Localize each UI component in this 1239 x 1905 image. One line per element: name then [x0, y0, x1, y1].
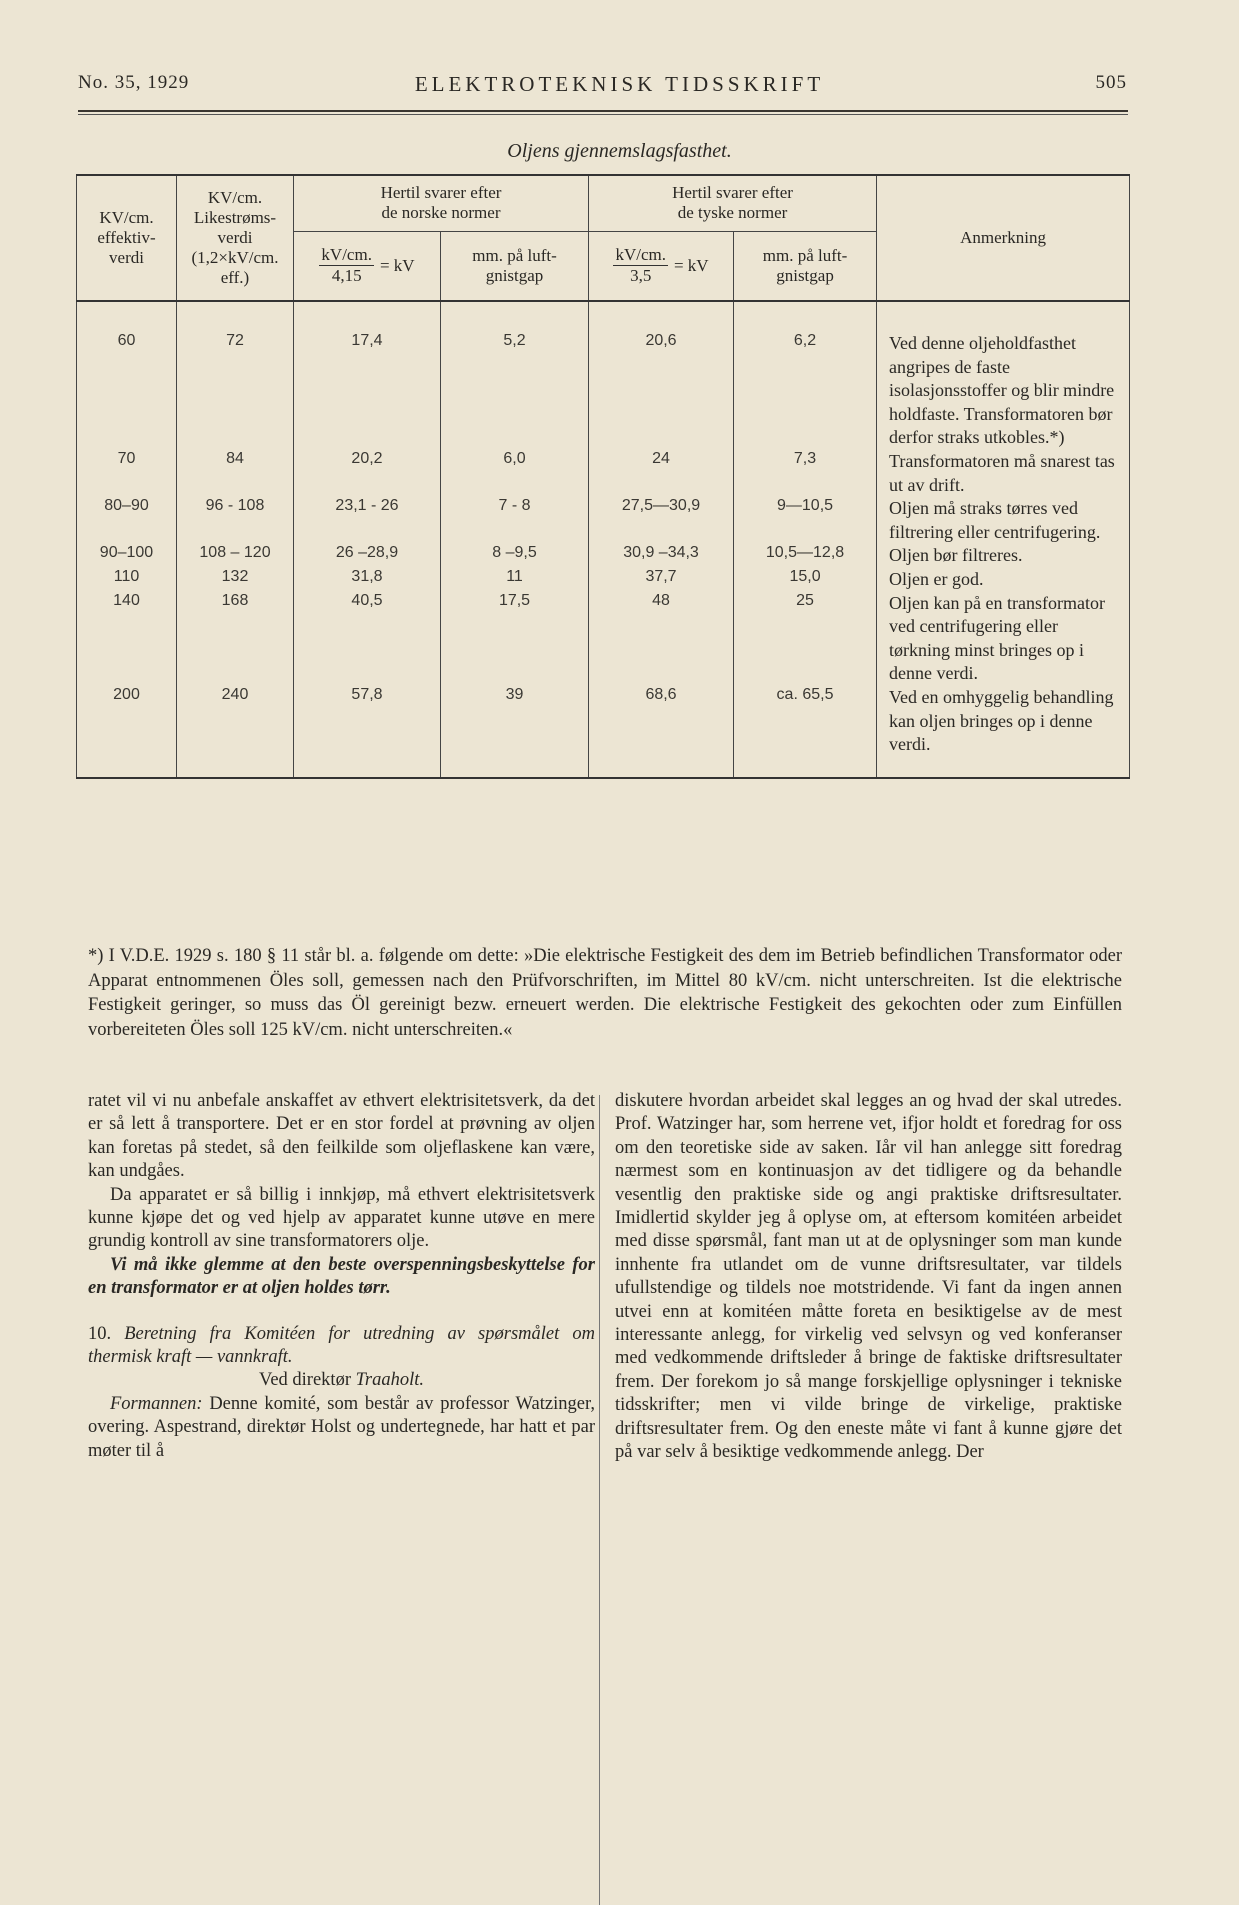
- speaker-label: Formannen:: [110, 1393, 203, 1414]
- column-divider: [599, 1095, 600, 1905]
- table-row: 140 168 40,5 17,5 48 25 Oljen kan på en transformator ved centrifugering eller tørkning minst bringes op i denne verdi.: [77, 592, 1130, 686]
- table-caption: Oljens gjennemslagsfasthet.: [507, 140, 732, 162]
- header-norwegian-mm: mm. på luft- gnistgap: [441, 231, 589, 301]
- left-column: [88, 1090, 595, 1463]
- table-row: 70 84 20,2 6,0 24 7,3 Transformatoren må snarest tas ut av drift.: [77, 450, 1130, 497]
- table-row: 90–100 108 – 120 26 –28,9 8 –9,5 30,9 –34,3 10,5—12,8 Oljen bør filtreres.: [77, 544, 1130, 568]
- byline: Ved direktør Traaholt.: [259, 1370, 424, 1391]
- header-remark: Anmerkning: [877, 175, 1130, 301]
- header-effective-value: KV/cm. effektiv- verdi: [77, 175, 177, 301]
- header-german-kv: $\frac{kV/cm.}{3,5}$ = kV: [589, 231, 734, 301]
- header-german-mm: mm. på luft- gnistgap: [734, 231, 877, 301]
- right-column: [615, 1090, 1122, 1465]
- table-row: 60 72 17,4 5,2 20,6 6,2 Ved denne oljeholdfasthet angripes de faste isolasjonsstoffer og blir mindre holdfaste. Transformatoren bør derfor straks utkobles.*): [77, 301, 1130, 450]
- table-row: 200 240 57,8 39 68,6 ca. 65,5 Ved en omhyggelig behandling kan oljen bringes op i denne verdi.: [77, 686, 1130, 778]
- footnote: *) I V.D.E. 1929 s. 180 § 11 står bl. a. følgende om dette: »Die elektrische Festigkeit des dem im Betrieb befindlichen Transformator oder Apparat entnommenen Öles soll, gemessen nach den Prüfvorschriften, im Mittel 80 kV/cm. nicht unterschreiten. Ist die elektrische Festigkeit geringer, so muss das Öl gereinigt bezw. erneuert werden. Die elektrische Festigkeit des gekochten oder zum Einfüllen vorbereiteten Öles soll 125 kV/cm. nicht unterschreiten.«: [88, 946, 1122, 1040]
- left-paragraph-2: Da apparatet er så billig i innkjøp, må ethvert elektrisitetsverk kunne kjøpe det og ved hjelp av apparatet kunne utøve en mere grundig kontroll av sine transformatorers olje.: [88, 1184, 595, 1252]
- header-german-norms: Hertil svarer efter de tyske normer: [589, 175, 877, 231]
- section-heading: [88, 1323, 595, 1370]
- left-paragraph-1: ratet vil vi nu anbefale anskaffet av ethvert elektrisitetsverk, da det er så lett å transportere. Det er en stor fordel at prøvning av oljen kan foretas på stedet, så den feilkilde som oljeflaskene kan være, kan undgåes.: [88, 1091, 595, 1182]
- section-number: 10.: [88, 1323, 112, 1344]
- table-row: 110 132 31,8 11 37,7 15,0 Oljen er god.: [77, 568, 1130, 592]
- oil-strength-table: [76, 174, 1130, 779]
- header-rule: [78, 110, 1128, 112]
- header-norwegian-kv: $\frac{kV/cm.}{4,15}$ = kV: [294, 231, 441, 301]
- page-number: 505: [1095, 72, 1127, 93]
- header-norwegian-norms: Hertil svarer efter de norske normer: [294, 175, 589, 231]
- left-paragraph-4: Formannen: Denne komité, som består av professor Watzinger, overing. Aspestrand, direktør Holst og undertegnede, har hatt et par møter til å: [88, 1393, 595, 1461]
- left-paragraph-3: Vi må ikke glemme at den beste overspenningsbeskyttelse for en transformator er at oljen holdes tørr.: [88, 1254, 595, 1299]
- right-paragraph-1: diskutere hvordan arbeidet skal legges an og hvad der skal utredes. Prof. Watzinger har, som herrene vet, ifjor holdt et foredrag for oss om den teoretiske side av saken. Iår vil han anlegge sitt foredrag nærmest som en kontinuasjon av det tidligere og da behandle vesentlig den praktiske side og angi praktiske driftsresultater. Imidlertid skylder jeg å oplyse om, at eftersom komitéen arbeidet med disse spørsmål, fant man ut at de oplysninger som man kunde innhente fra utlandet om de vunne driftsresultater, var tildels ufullstendige og tildels noe motstridende. Vi fant da ingen annen utvei enn at komitéen måtte foreta en besiktigelse av de mest interessante anlegg, for virkelig ved selvsyn og ved konferanser med vedkommende driftsleder å bringe de faktiske driftsresultater frem. Der forekom jo så mange forskjellige oplysninger i tekniske tidsskrifter; men vi vilde bringe de virkelige, praktiske driftsresultater frem. Og den eneste måte vi fant å kunne gjøre det på var selv å besiktige vedkommende anlegg. Der: [615, 1091, 1122, 1463]
- header-rule-thin: [78, 114, 1128, 115]
- table-row: 80–90 96 - 108 23,1 - 26 7 - 8 27,5—30,9 9—10,5 Oljen må straks tørres ved filtrering eller centrifugering.: [77, 497, 1130, 544]
- journal-title: ELEKTROTEKNISK TIDSSKRIFT: [414, 72, 825, 96]
- section-title: Beretning fra Komitéen for utredning av spørsmålet om thermisk kraft — vannkraft.: [88, 1323, 595, 1368]
- issue-number: No. 35, 1929: [78, 72, 190, 93]
- header-dc-value: KV/cm. Likestrøms- verdi (1,2×kV/cm. eff.): [177, 175, 294, 301]
